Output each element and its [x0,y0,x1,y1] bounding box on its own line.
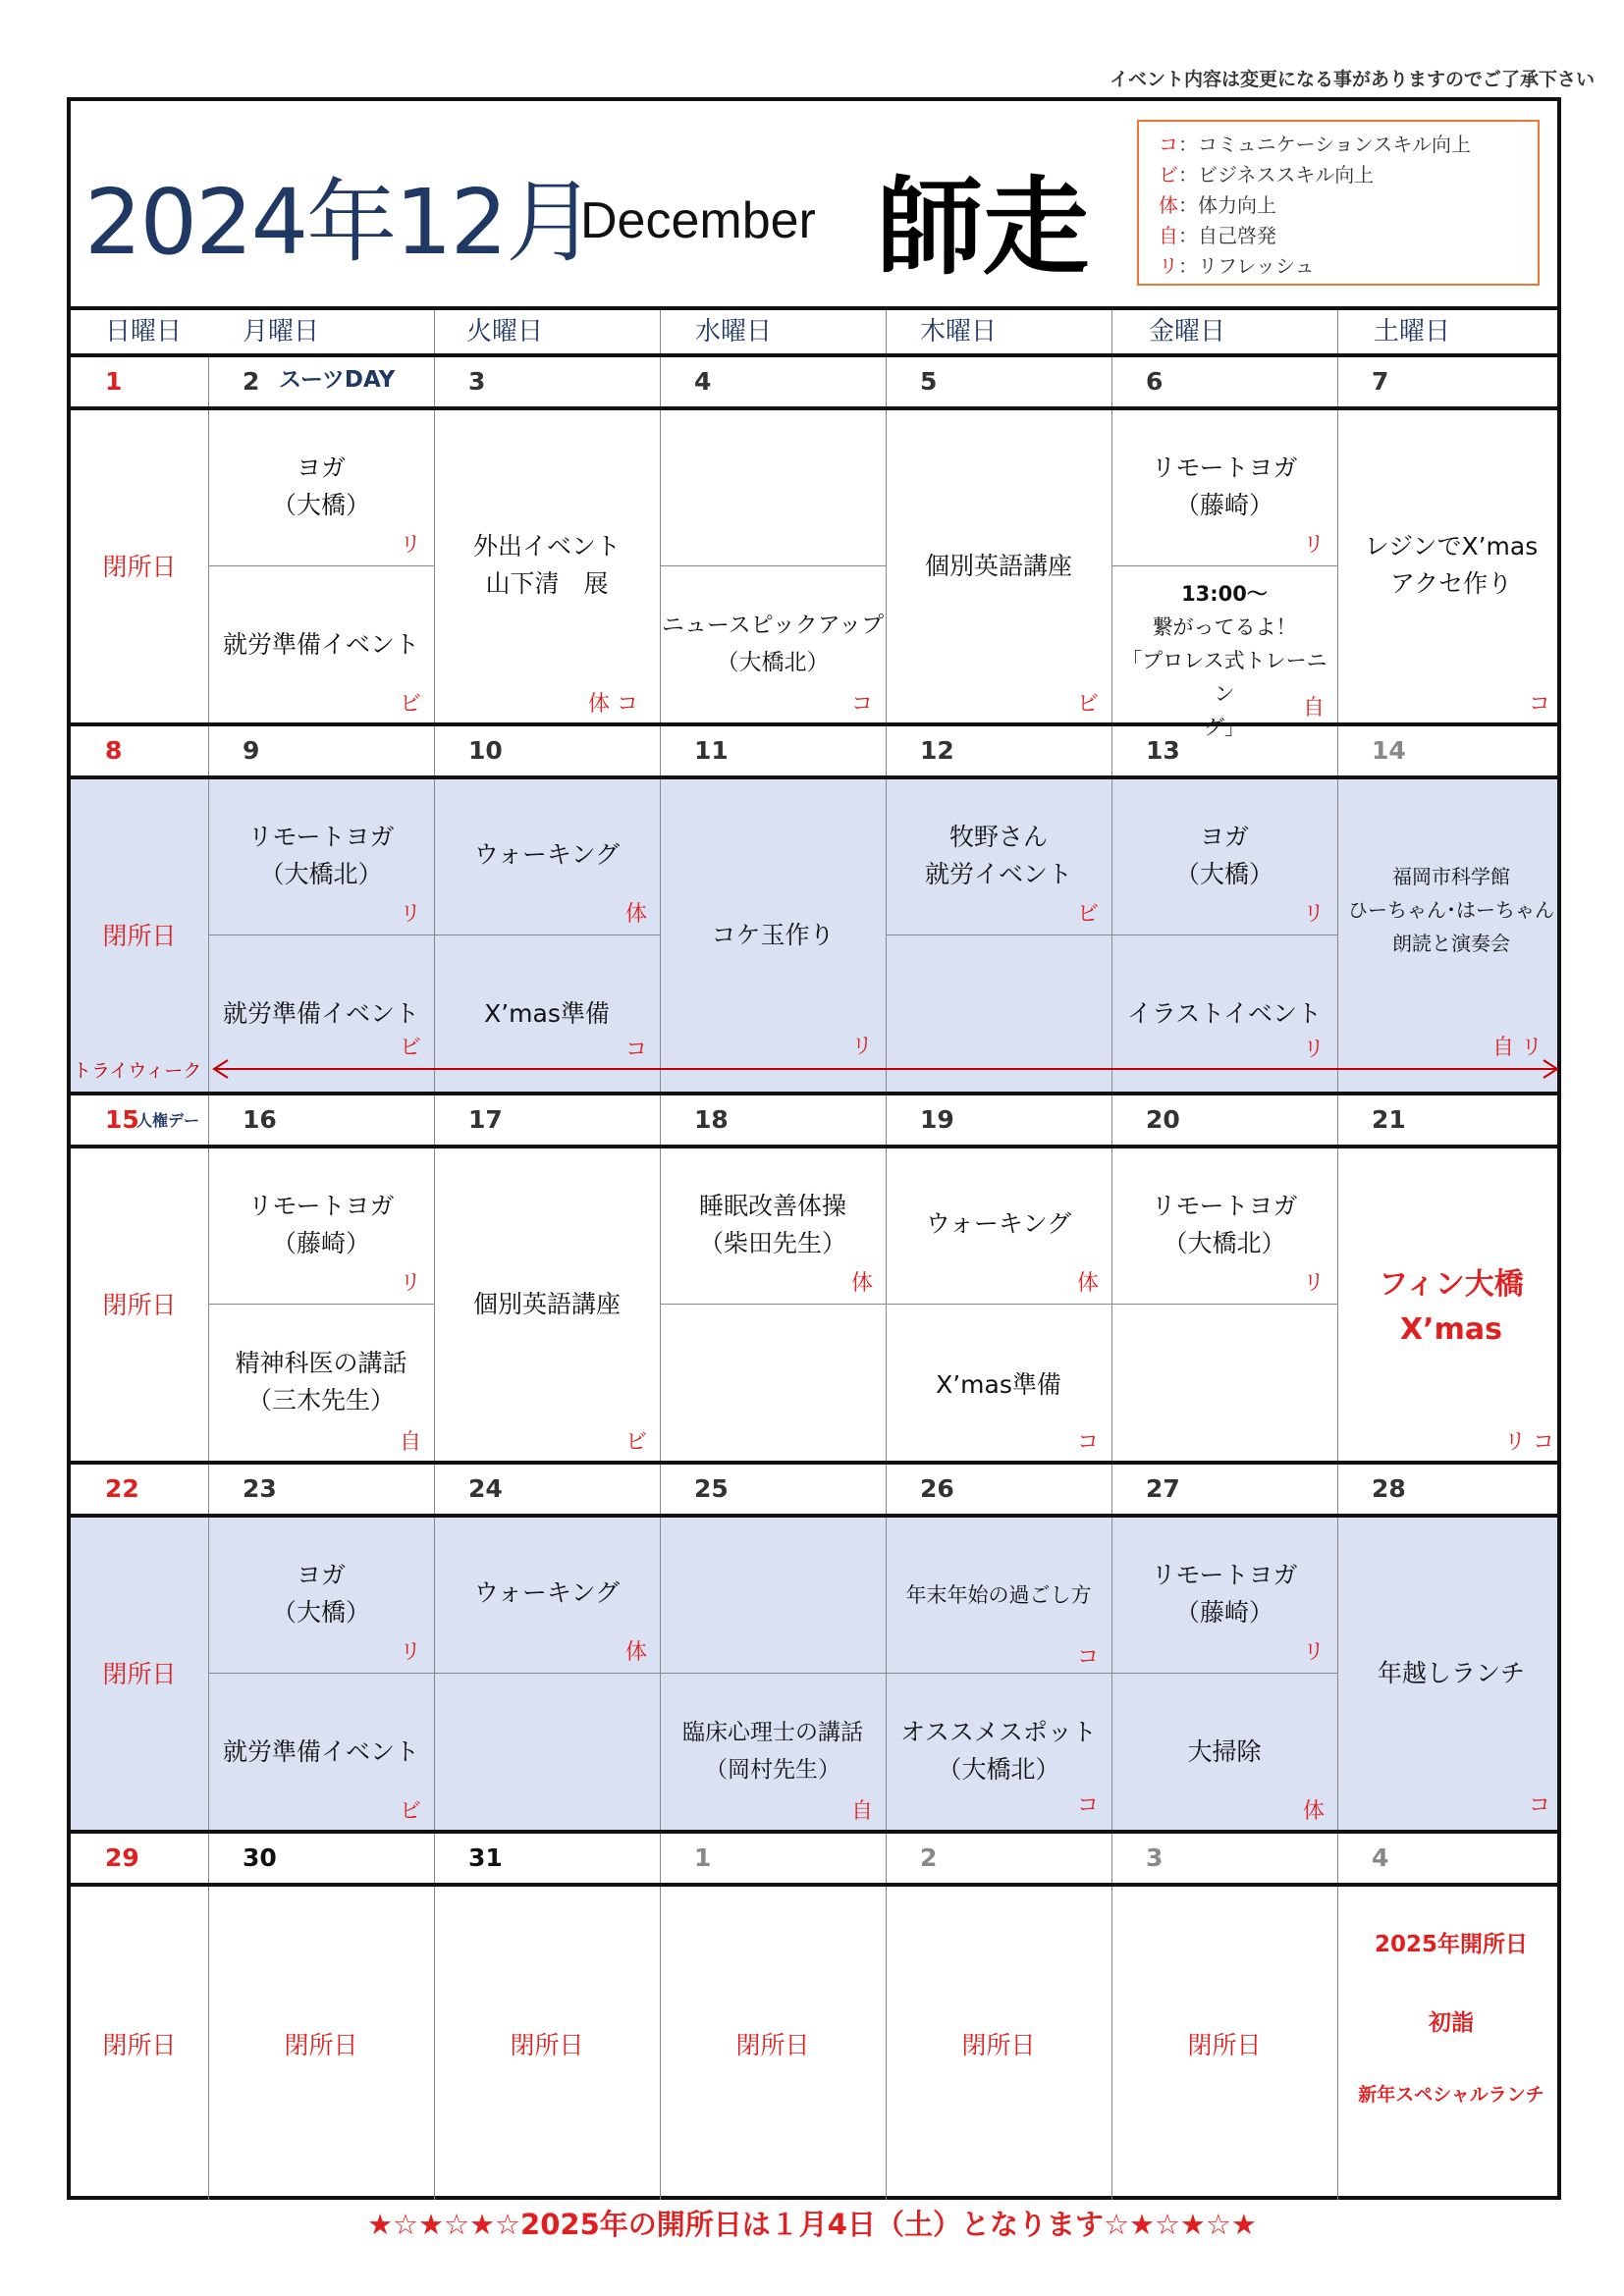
category-tag: コ [625,1038,648,1062]
try-week-label: トライウィーク [73,1060,202,1082]
date-number: 14 [1372,736,1406,765]
calendar-header [71,101,1557,307]
week2-event-row [71,779,1557,1095]
category-tag: コ [1529,692,1551,717]
event-outing: 外出イベント 山下清 展 [472,532,621,598]
category-tag: ビ [400,692,422,717]
event-english: 個別英語講座 [924,552,1072,580]
week5-event-row [71,1887,1557,2200]
date-number: 13 [1146,736,1180,765]
week1-date-row [71,357,1557,410]
date-number: 31 [468,1843,503,1872]
date-number: 20 [1146,1105,1180,1134]
date-number: 12 [920,736,954,765]
weekday-tue: 火曜日 [466,317,544,347]
date-number: 4 [694,367,712,396]
weekday-fri: 金曜日 [1149,317,1226,347]
date-number: 28 [1372,1474,1406,1503]
weekday-wed: 水曜日 [695,317,773,347]
notice-text: イベント内容は変更になる事がありますのでご了承下さい [1109,69,1595,90]
category-tag: リ コ [1504,1430,1554,1455]
date-number: 15 [105,1105,139,1134]
legend-item [1159,190,1538,221]
category-tag: リ [1303,1271,1326,1296]
closed-day-label: 閉所日 [284,2031,358,2059]
category-tag: 自 [1303,696,1326,721]
category-tag: 体 コ [588,692,638,717]
event-fin-ohashi-xmas: フィン大橋 X’mas [1379,1267,1524,1347]
category-tag: ビ [1077,692,1100,717]
legend-item [1159,251,1538,282]
date-number: 22 [105,1474,139,1503]
category-tag: ビ [400,1036,422,1060]
footer-notice: ★☆★☆★☆2025年の開所日は１月4日（土）となります☆★☆★☆★ [367,2208,1257,2241]
week4-event-row [71,1518,1557,1834]
event-science-museum: 福岡市科学館 ひーちゃん･はーちゃん 朗読と演奏会 [1348,865,1554,955]
category-tag: リ [1303,902,1326,927]
event-yoga: ヨガ （大橋） [271,1561,370,1627]
event-job-prep: 就労準備イベント [222,999,419,1028]
event-remote-yoga: リモートヨガ （藤崎） [1151,454,1298,519]
category-tag: リ [1303,533,1326,558]
human-rights-day-label: 人権デー [136,1111,200,1130]
date-number: 9 [243,736,260,765]
legend-item [1159,221,1538,251]
date-number: 21 [1372,1105,1406,1134]
event-walking: ウォーキング [925,1209,1072,1238]
date-number: 1 [105,367,123,396]
category-tag: ビ [625,1430,648,1455]
category-tag: 体 [625,902,648,927]
closed-day-label: 閉所日 [102,1291,177,1319]
category-tag: コ [1529,1793,1551,1818]
date-number: 30 [243,1843,277,1872]
date-number: 1 [694,1843,712,1872]
date-number: 19 [920,1105,954,1134]
event-sleep-exercise: 睡眠改善体操 （柴田先生） [698,1192,846,1257]
event-yoga: ヨガ （大橋） [1174,823,1273,888]
date-number: 5 [920,367,938,396]
week3-date-row [71,1095,1557,1148]
event-time: 13:00～ [1181,582,1268,606]
title-month-en: December [580,192,816,249]
event-english: 個別英語講座 [472,1290,621,1318]
legend-code: 体 [1159,193,1178,217]
event-xmas-prep: X’mas準備 [936,1370,1061,1399]
weekday-sun: 日曜日 [105,317,183,347]
event-year-end-lunch: 年越しランチ [1377,1659,1525,1687]
category-tag: リ [400,1271,422,1296]
date-number: 10 [468,736,503,765]
category-tag: 体 [1077,1271,1100,1296]
event-makino-job: 牧野さん 就労イベント [924,823,1072,888]
date-number: 3 [1146,1843,1164,1872]
closed-day-label: 閉所日 [961,2031,1036,2059]
category-tag: リ [400,533,422,558]
event-remote-yoga: リモートヨガ （大橋北） [247,823,395,888]
date-number: 26 [920,1474,954,1503]
legend-text: ：リフレッシュ [1178,254,1315,278]
date-number: 17 [468,1105,503,1134]
date-number: 29 [105,1843,139,1872]
category-tag: コ [1077,1645,1100,1670]
event-pro-wrestling: 繋がってるよ！ 「プロレス式トレーニン グ」 [1121,615,1327,739]
category-tag: 自 [400,1430,422,1455]
closed-day-label: 閉所日 [735,2031,810,2059]
week5-date-row [71,1834,1557,1887]
legend-code: リ [1159,254,1178,278]
category-tag: ビ [400,1799,422,1824]
try-week-arrow [208,1054,1563,1084]
event-xmas-prep: X’mas準備 [484,999,610,1028]
event-yoga: ヨガ （大橋） [271,454,370,519]
legend-code: コ [1159,133,1178,156]
legend-text: ：コミュニケーションスキル向上 [1178,133,1471,156]
legend-code: ビ [1159,163,1178,187]
new-year-lunch-label: 新年スペシャルランチ [1358,2084,1544,2106]
week2-date-row [71,726,1557,779]
category-tag: 体 [1303,1799,1326,1824]
title-date: 2024年12月 [84,170,595,275]
week3-event-row [71,1148,1557,1465]
legend-text: ：ビジネススキル向上 [1178,163,1375,187]
date-number: 8 [105,736,123,765]
closed-day-label: 閉所日 [1187,2031,1262,2059]
hatsumode-label: 初詣 [1429,2010,1474,2036]
event-remote-yoga: リモートヨガ （藤崎） [1151,1561,1298,1627]
date-number: 6 [1146,367,1164,396]
week4-date-row [71,1465,1557,1518]
category-tag: リ [400,1640,422,1665]
date-number: 25 [694,1474,729,1503]
title-month-jp: 師走 [877,167,1090,290]
date-number: 2 [243,367,260,396]
category-tag: 自 リ [1492,1036,1543,1060]
event-resin: レジンでX’mas アクセ作り [1364,532,1539,598]
category-tag: 体 [625,1640,648,1665]
category-tag: リ [1303,1038,1326,1062]
category-tag: リ [851,1035,874,1059]
closed-day-label: 閉所日 [102,922,177,950]
event-job-prep: 就労準備イベント [222,630,419,659]
event-remote-yoga: リモートヨガ （藤崎） [247,1192,395,1257]
category-tag: ビ [1077,902,1100,927]
closed-day-label: 閉所日 [102,1660,177,1688]
event-new-year-tips: 年末年始の過ごし方 [905,1583,1092,1607]
category-tag: 体 [851,1271,874,1296]
calendar-frame [67,97,1561,2200]
date-number: 27 [1146,1474,1180,1503]
legend-box [1137,120,1540,286]
event-recommended-spots: オススメスポット （大橋北） [900,1718,1097,1784]
legend-item [1159,160,1538,190]
event-moss-ball: コケ玉作り [711,921,835,949]
legend-item [1159,130,1538,160]
date-number: 2 [920,1843,938,1872]
legend-text: ：自己啓発 [1178,224,1276,247]
weekday-sat: 土曜日 [1374,317,1451,347]
category-tag: 自 [851,1799,874,1824]
date-number: 23 [243,1474,277,1503]
weekday-thu: 木曜日 [920,317,998,347]
category-tag: リ [1303,1640,1326,1665]
date-number: 18 [694,1105,729,1134]
category-tag: コ [1077,1793,1100,1818]
category-tag: リ [400,902,422,927]
date-number: 4 [1372,1843,1389,1872]
event-illustration: イラストイベント [1126,999,1322,1028]
event-walking: ウォーキング [473,840,621,869]
date-number: 3 [468,367,486,396]
event-psychiatrist-talk: 精神科医の講話 （三木先生） [235,1349,407,1415]
event-job-prep: 就労準備イベント [222,1737,419,1766]
closed-day-label: 閉所日 [510,2031,584,2059]
event-news-pickup: ニュースピックアップ （大橋北） [661,613,885,675]
legend-text: ：体力向上 [1178,193,1276,217]
date-number: 11 [694,736,729,765]
category-tag: コ [1077,1430,1100,1455]
week1-event-row [71,410,1557,739]
category-tag: コ [851,692,874,717]
event-walking: ウォーキング [473,1578,621,1607]
date-number: 24 [468,1474,503,1503]
legend-code: 自 [1159,224,1178,247]
closed-day-label: 閉所日 [102,2031,177,2059]
event-remote-yoga: リモートヨガ （大橋北） [1151,1192,1298,1257]
suit-day-label: スーツDAY [279,367,396,393]
event-psychologist-talk: 臨床心理士の講話 （岡村先生） [682,1720,863,1783]
date-number: 7 [1372,367,1389,396]
new-year-opening-label: 2025年開所日 [1374,1932,1528,1957]
weekday-mon: 月曜日 [243,317,320,347]
event-cleaning: 大掃除 [1187,1737,1262,1766]
closed-day-label: 閉所日 [102,553,177,581]
date-number: 16 [243,1105,277,1134]
weekday-header-row [71,306,1557,357]
